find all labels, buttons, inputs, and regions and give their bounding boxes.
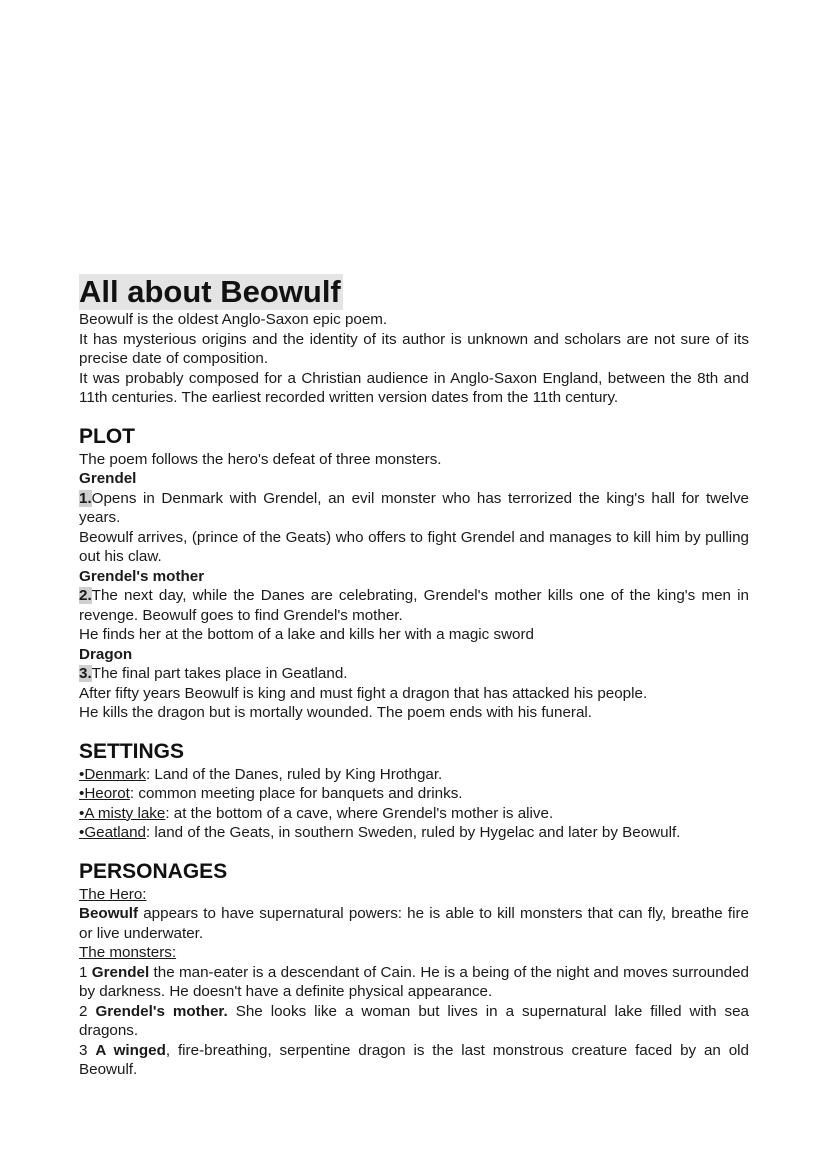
monster-description: [79, 963, 749, 1002]
monster-text: the man-eater is a descendant of Cain. He is a being of the night and moves surrounded by darkness. He doesn't have a definite physical appearance.: [79, 963, 749, 1000]
setting-desc: : at the bottom of a cave, where Grendel's mother is alive.: [165, 804, 554, 822]
plot-paragraph: [79, 586, 749, 625]
setting-name: •Denmark: [79, 765, 146, 783]
setting-desc: : land of the Geats, in southern Sweden, ruled by Hygelac and later by Beowulf.: [145, 824, 681, 841]
setting-item: [79, 804, 749, 824]
plot-subheading: Grendel: [79, 470, 137, 487]
setting-desc: : Land of the Danes, ruled by King Hrothgar.: [145, 765, 443, 783]
intro-line: Beowulf is the oldest Anglo-Saxon epic poem.: [79, 311, 388, 328]
settings-heading: SETTINGS: [79, 739, 185, 763]
setting-name: •Heorot: [79, 785, 130, 802]
part-text: Opens in Denmark with Grendel, an evil monster who has terrorized the king's hall for twelve years.: [79, 489, 749, 526]
setting-item: [79, 765, 749, 785]
setting-desc: : common meeting place for banquets and drinks.: [129, 785, 463, 802]
setting-item: [79, 823, 749, 843]
plot-summary: The poem follows the hero's defeat of three monsters.: [79, 450, 442, 468]
setting-name: •A misty lake: [79, 804, 166, 822]
monster-name: Grendel: [91, 963, 150, 981]
plot-paragraph: Beowulf arrives, (prince of the Geats) who offers to fight Grendel and manages to kill him by pulling out his claw.: [79, 528, 749, 565]
part-number: 1.: [79, 489, 92, 507]
monster-text: , fire-breathing, serpentine dragon is the last monstrous creature faced by an old Beowulf.: [79, 1041, 749, 1078]
plot-paragraph: [79, 489, 749, 528]
hero-text: appears to have supernatural powers: he is able to kill monsters that can fly, breathe fire or live underwater.: [79, 905, 749, 942]
monster-name: Grendel's mother.: [95, 1002, 228, 1020]
plot-paragraph: [79, 664, 749, 684]
monsters-label: The monsters:: [79, 944, 177, 961]
part-number: 2.: [79, 587, 92, 604]
part-number: 3.: [79, 665, 92, 682]
monster-name: A winged: [95, 1041, 166, 1059]
hero-name: Beowulf: [79, 905, 139, 922]
hero-description: [79, 904, 749, 943]
monster-text: She looks like a woman but lives in a supernatural lake filled with sea dragons.: [79, 1002, 749, 1039]
monster-number: 1: [79, 963, 92, 981]
part-text: The next day, while the Danes are celebrating, Grendel's mother kills one of the king's men in revenge. Beowulf goes to find Grendel's mother.: [79, 587, 749, 624]
intro-line: It was probably composed for a Christian audience in Anglo-Saxon England, between the 8th and 11th centuries. The earliest recorded written version dates from the 11th century.: [79, 369, 749, 406]
setting-name: •Geatland: [79, 824, 146, 841]
personages-heading: PERSONAGES: [79, 859, 228, 883]
plot-heading: PLOT: [79, 424, 135, 448]
document-page: [79, 274, 749, 1080]
plot-subheading: Dragon: [79, 645, 133, 663]
setting-item: [79, 784, 749, 804]
part-text: The final part takes place in Geatland.: [91, 665, 348, 682]
hero-label: The Hero:: [79, 885, 147, 903]
monster-description: [79, 1002, 749, 1041]
intro-line: It has mysterious origins and the identity of its author is unknown and scholars are not sure of its precise date of composition.: [79, 330, 749, 367]
monster-description: [79, 1041, 749, 1080]
page-title: All about Beowulf: [79, 274, 341, 309]
monster-number: 3: [79, 1041, 96, 1059]
monster-number: 2: [79, 1002, 96, 1020]
plot-subheading: Grendel's mother: [79, 567, 205, 585]
plot-paragraph: After fifty years Beowulf is king and must fight a dragon that has attacked his people.: [79, 684, 648, 702]
plot-paragraph: He kills the dragon but is mortally wounded. The poem ends with his funeral.: [79, 704, 592, 721]
plot-paragraph: He finds her at the bottom of a lake and kills her with a magic sword: [79, 626, 535, 643]
